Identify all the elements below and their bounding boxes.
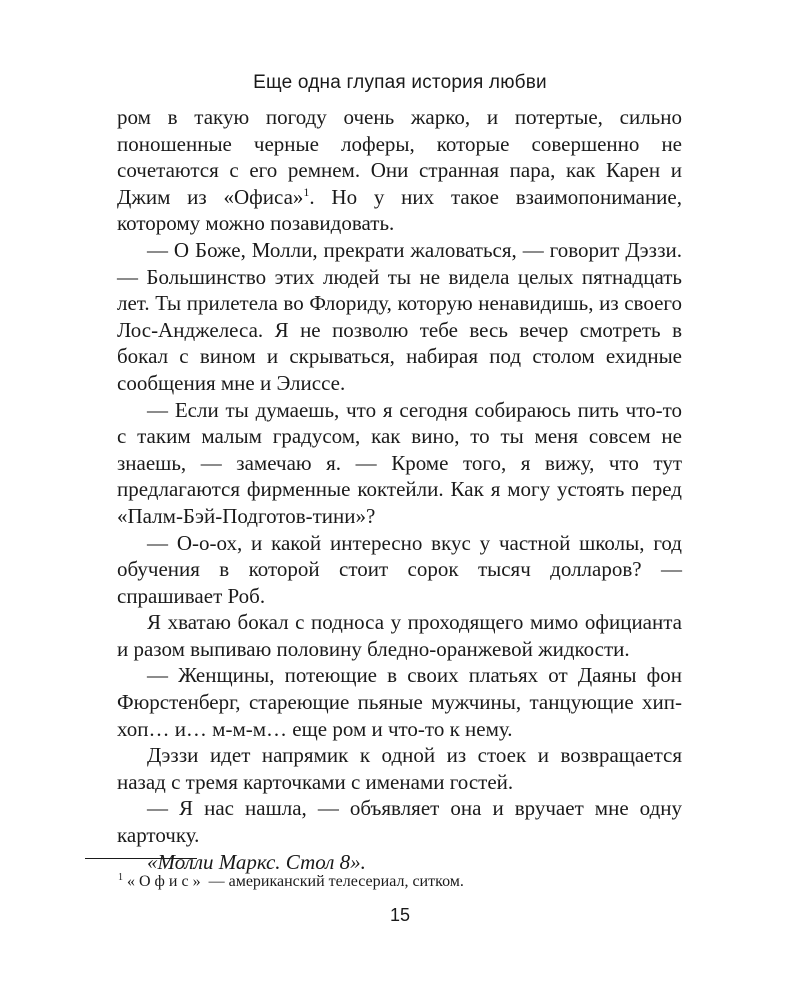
footnote-mark: 1 [118, 871, 123, 883]
page-number: 15 [389, 905, 411, 925]
paragraph: — Если ты думаешь, что я сегодня собираюсь пить что-то с таким малым градусом, как вино, то ты меня совсем не знаешь, — замечаю я. — Кроме того, я вижу, что тут предлагаются фирменные коктейли. Как я могу устоять перед «Палм-Бэй-Подготов-тини»? [117, 397, 682, 528]
footnote-text: — американский телесериал, ситком. [204, 873, 464, 890]
paragraph: — О Боже, Молли, прекрати жаловаться, — говорит Дэззи. — Большинство этих людей ты не видела целых пятнадцать лет. Ты прилетела во Флориду, которую ненавидишь, из своего Лос-Анджелеса. Я не позволю тебе весь вечер смотреть в бокал с вином и скрываться, набирая под столом ехидные сообщения мне и Элиссе. [117, 237, 682, 395]
footnote-reference[interactable]: 1 [303, 184, 310, 199]
paragraph-text-continuation: . Но у них такое взаимопонимание, которому можно позавидовать. [117, 184, 682, 236]
paragraph-text: ром в такую погоду очень жарко, и потертые, сильно поношенные черные лоферы, которые совершенно не сочетаются с его ремнем. Они странная пара, как Карен и Джим из «Офиса» [117, 105, 682, 209]
paragraph: — Я нас нашла, — объявляет она и вручает мне одну карточку. [117, 796, 682, 848]
footnote [118, 873, 678, 891]
paragraph [117, 104, 682, 237]
footnote-divider [85, 858, 197, 859]
paragraph: — О-о-ох, и какой интересно вкус у частной школы, год обучения в которой стоит сорок тысяч долларов? — спрашивает Роб. [117, 530, 682, 608]
running-header: Еще одна глупая история любви [253, 72, 547, 93]
footnote-title: «Офис» [127, 873, 205, 890]
paragraph: Я хватаю бокал с подноса у проходящего мимо официанта и разом выпиваю половину бледно-оранжевой жидкости. [117, 610, 682, 661]
paragraph-italic: «Молли Маркс. Стол 8». [147, 849, 366, 874]
body-text [117, 104, 682, 875]
paragraph: Дэззи идет напрямик к одной из стоек и возвращается назад с тремя карточками с именами гостей. [117, 743, 682, 794]
paragraph: — Женщины, потеющие в своих платьях от Даяны фон Фюрстенберг, стареющие пьяные мужчины, танцующие хип-хоп… и… м-м-м… еще ром и что-то к нему. [117, 663, 682, 741]
